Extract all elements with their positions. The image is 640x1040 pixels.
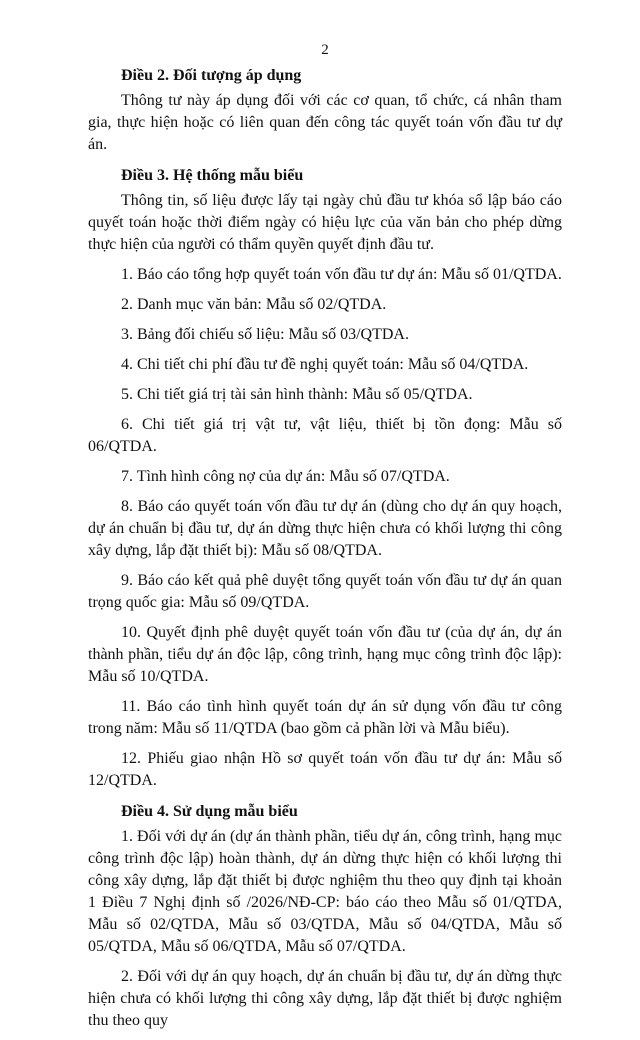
article-4-title: Điều 4. Sử dụng mẫu biểu [121, 803, 298, 820]
article-4-item-2: 2. Đối với dự án quy hoạch, dự án chuẩn bị đầu tư, dự án dừng thực hiện chưa có khối lượng thi công xây dựng, lắp đặt thiết bị được nghiệm thu theo quy [88, 968, 562, 1029]
article-3-intro: Thông tin, số liệu được lấy tại ngày chủ đầu tư khóa sổ lập báo cáo quyết toán hoặc thời điểm ngày có hiệu lực của văn bản cho phép dừng thực hiện của người có thẩm quyền quyết định đầu tư. [88, 192, 562, 253]
article-3-item-8: 8. Báo cáo quyết toán vốn đầu tư dự án (dùng cho dự án quy hoạch, dự án chuẩn bị đầu tư, dự án dừng thực hiện chưa có khối lượng thi công xây dựng, lắp đặt thiết bị): Mẫu số 08/QTDA. [88, 498, 562, 559]
article-3-item-12: 12. Phiếu giao nhận Hồ sơ quyết toán vốn đầu tư dự án: Mẫu số 12/QTDA. [88, 750, 562, 789]
article-3-item-5: 5. Chi tiết giá trị tài sản hình thành: Mẫu số 05/QTDA. [121, 386, 473, 403]
article-3-item-10: 10. Quyết định phê duyệt quyết toán vốn đầu tư (của dự án, dự án thành phần, tiểu dự án độc lập, công trình, hạng mục công trình độc lập): Mẫu số 10/QTDA. [88, 624, 562, 685]
article-3-item-1: 1. Báo cáo tổng hợp quyết toán vốn đầu tư dự án: Mẫu số 01/QTDA. [121, 266, 562, 283]
article-3-item-2: 2. Danh mục văn bản: Mẫu số 02/QTDA. [121, 296, 387, 313]
page-number: 2 [321, 42, 329, 58]
article-3-item-7: 7. Tình hình công nợ của dự án: Mẫu số 07/QTDA. [121, 468, 450, 485]
article-2-text: Thông tư này áp dụng đối với các cơ quan, tổ chức, cá nhân tham gia, thực hiện hoặc có liên quan đến công tác quyết toán vốn đầu tư dự án. [88, 92, 562, 153]
article-3-item-3: 3. Bảng đối chiếu số liệu: Mẫu số 03/QTDA. [121, 326, 409, 343]
article-3-item-9: 9. Báo cáo kết quả phê duyệt tổng quyết toán vốn đầu tư dự án quan trọng quốc gia: Mẫu số 09/QTDA. [88, 572, 562, 611]
article-3-title: Điều 3. Hệ thống mẫu biểu [121, 167, 304, 184]
article-3-item-6: 6. Chi tiết giá trị vật tư, vật liệu, thiết bị tồn đọng: Mẫu số 06/QTDA. [88, 416, 562, 455]
article-4-item-1: 1. Đối với dự án (dự án thành phần, tiểu dự án, công trình, hạng mục công trình độc lập) hoàn thành, dự án dừng thực hiện có khối lượng thi công xây dựng, lắp đặt thiết bị được nghiệm thu theo quy định tại khoản 1 Điều 7 Nghị định số /2026/NĐ-CP: báo cáo theo Mẫu số 01/QTDA, Mẫu số 02/QTDA, Mẫu số 03/QTDA, Mẫu số 04/QTDA, Mẫu số 05/QTDA, Mẫu số 06/QTDA, Mẫu số 07/QTDA. [88, 828, 562, 955]
document-page [88, 40, 562, 1040]
article-3-item-11: 11. Báo cáo tình hình quyết toán dự án sử dụng vốn đầu tư công trong năm: Mẫu số 11/QTDA (bao gồm cả phần lời và Mẫu biểu). [88, 698, 562, 737]
article-3-item-4: 4. Chi tiết chi phí đầu tư đề nghị quyết toán: Mẫu số 04/QTDA. [121, 356, 529, 373]
article-2-title: Điều 2. Đối tượng áp dụng [121, 67, 302, 84]
